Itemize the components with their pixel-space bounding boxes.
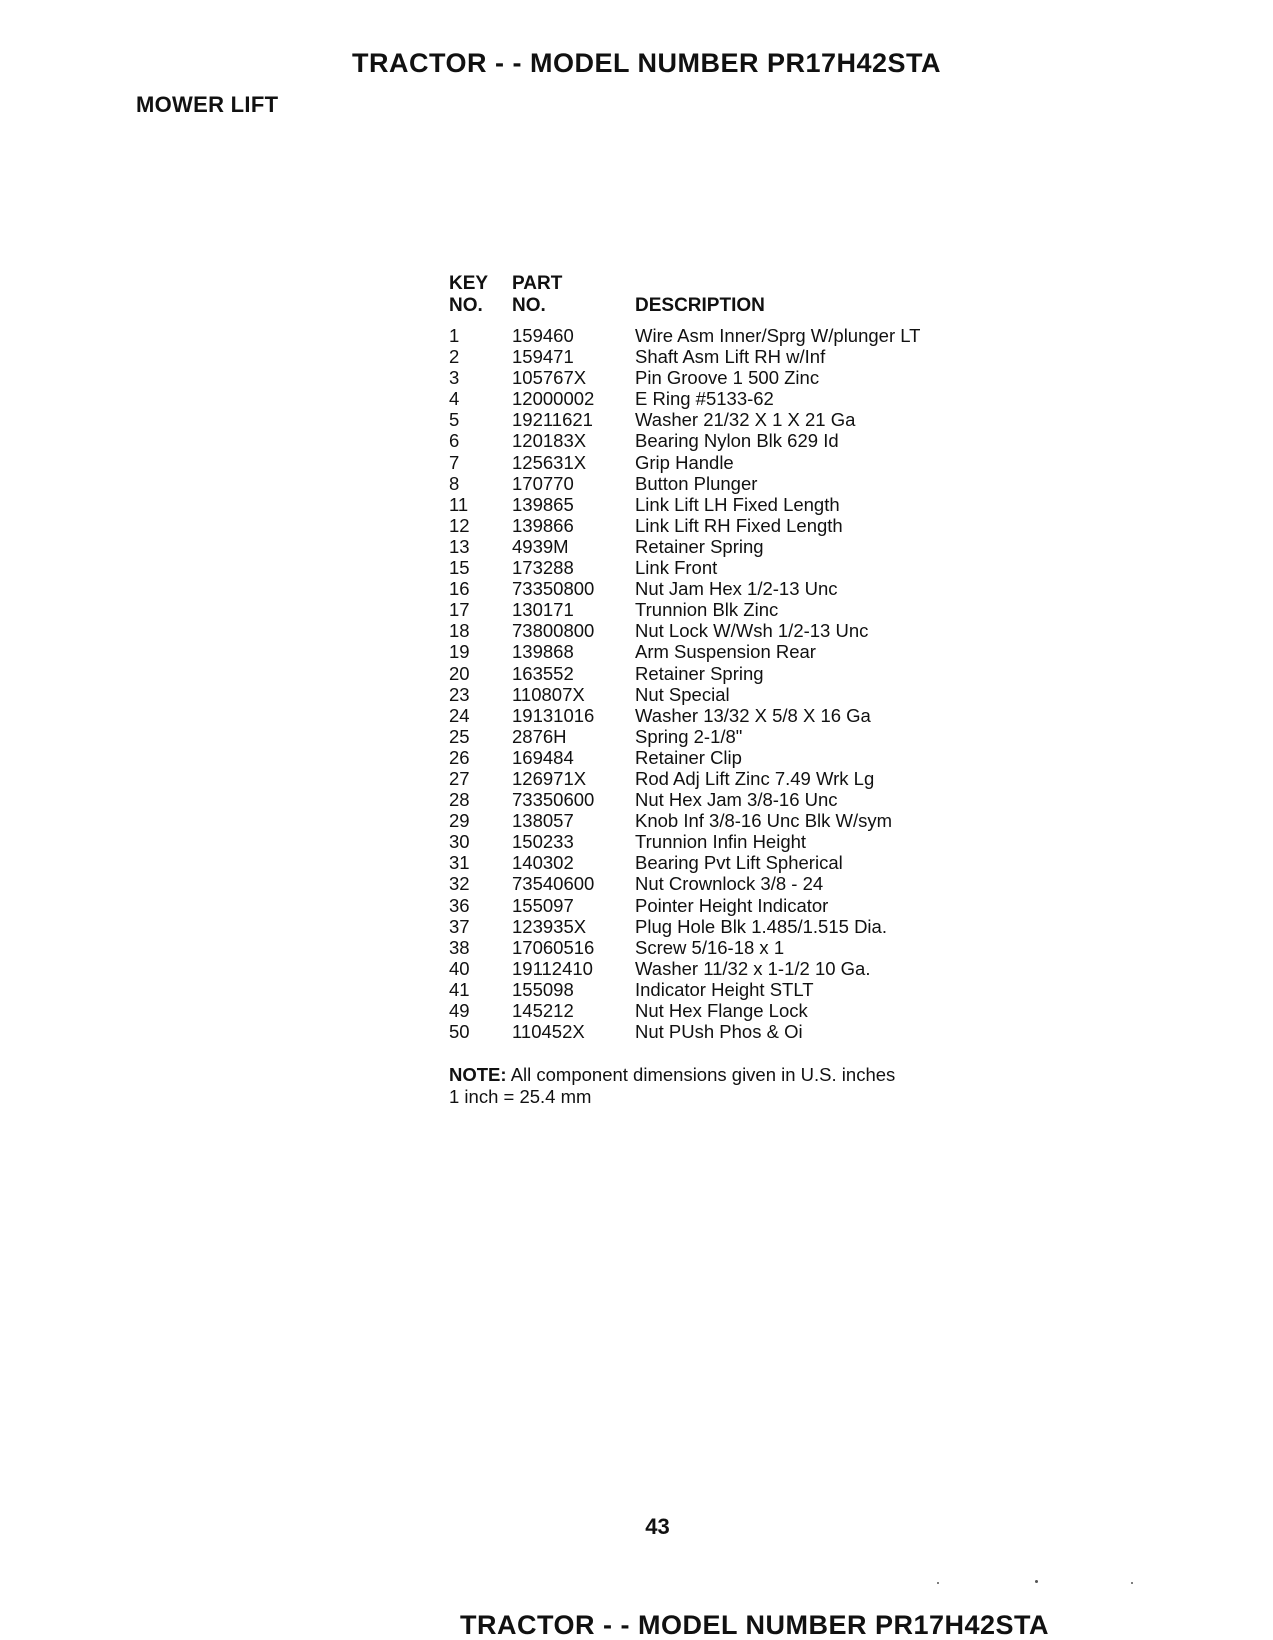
part-description: Pin Groove 1 500 Zinc	[635, 367, 820, 389]
key-number: 23	[449, 683, 470, 705]
part-description: Nut Hex Jam 3/8-16 Unc	[635, 789, 838, 811]
part-description: Spring 2-1/8"	[635, 725, 743, 747]
part-description: Shaft Asm Lift RH w/Inf	[635, 346, 826, 368]
part-number: 155098	[512, 978, 574, 1000]
scan-speck	[937, 1582, 939, 1584]
part-number: 73540600	[512, 873, 595, 895]
part-number: 73350800	[512, 578, 595, 600]
page-title: TRACTOR - - MODEL NUMBER PR17H42STA	[351, 48, 942, 78]
key-number: 17	[449, 599, 470, 621]
part-number: 73800800	[512, 620, 595, 642]
part-description: Washer 11/32 x 1-1/2 10 Ga.	[635, 957, 871, 979]
part-description: E Ring #5133-62	[635, 388, 774, 410]
part-number: 170770	[512, 472, 574, 494]
part-description: Wire Asm Inner/Sprg W/plunger LT	[635, 325, 921, 346]
note-label: NOTE:	[449, 1064, 507, 1085]
part-number: 123935X	[512, 915, 587, 937]
key-number: 31	[449, 852, 470, 874]
key-number: 4	[449, 388, 460, 410]
note-line	[449, 1064, 895, 1086]
key-number: 7	[449, 451, 460, 473]
key-number: 15	[449, 557, 470, 579]
key-number: 8	[449, 472, 460, 494]
part-description: Washer 13/32 X 5/8 X 16 Ga	[635, 704, 871, 726]
part-number: 12000002	[512, 388, 595, 410]
part-number: 145212	[512, 1000, 574, 1021]
part-description: Link Lift RH Fixed Length	[635, 514, 843, 536]
part-number: 173288	[512, 557, 574, 579]
key-number: 27	[449, 767, 470, 789]
key-number: 19	[449, 641, 470, 663]
part-description: Bearing Pvt Lift Spherical	[635, 852, 843, 874]
part-description: Nut Special	[635, 683, 730, 705]
key-number: 3	[449, 367, 460, 389]
key-number: 38	[449, 936, 470, 958]
part-number: 155097	[512, 894, 574, 916]
key-col-header-top: KEY	[449, 273, 489, 294]
part-number: 110452X	[512, 1021, 585, 1043]
part-number: 130171	[512, 599, 574, 621]
scan-speck	[1131, 1582, 1133, 1584]
part-number: 125631X	[512, 451, 587, 473]
part-number: 19211621	[512, 409, 593, 431]
key-number: 36	[449, 894, 470, 916]
key-number: 18	[449, 620, 470, 642]
key-number: 41	[449, 978, 470, 1000]
part-description: Washer 21/32 X 1 X 21 Ga	[635, 409, 856, 431]
part-description: Nut Lock W/Wsh 1/2-13 Unc	[635, 620, 869, 642]
key-number: 5	[449, 409, 460, 431]
part-col-header-top: PART	[512, 273, 563, 294]
key-number: 6	[449, 430, 460, 452]
part-description: Bearing Nylon Blk 629 Id	[635, 430, 839, 452]
next-page-title-fragment	[460, 1610, 1080, 1640]
part-number: 138057	[512, 810, 574, 832]
part-description: Trunnion Infin Height	[635, 831, 807, 853]
key-number: 11	[449, 493, 469, 515]
key-number: 13	[449, 535, 470, 557]
part-number: 19131016	[512, 704, 595, 726]
part-description: Retainer Clip	[635, 746, 742, 768]
key-number: 16	[449, 578, 470, 600]
scan-speck	[1035, 1580, 1038, 1583]
key-number: 25	[449, 725, 470, 747]
key-number: 32	[449, 873, 470, 895]
part-description: Rod Adj Lift Zinc 7.49 Wrk Lg	[635, 767, 875, 789]
part-number: 159460	[512, 325, 574, 346]
key-number: 28	[449, 789, 470, 811]
key-number: 26	[449, 746, 470, 768]
part-number: 2876H	[512, 725, 567, 747]
part-col-header-bottom: NO.	[512, 295, 546, 316]
part-number: 17060516	[512, 936, 595, 958]
part-description: Button Plunger	[635, 472, 758, 494]
key-number: 29	[449, 810, 470, 832]
part-description: Arm Suspension Rear	[635, 641, 816, 663]
part-number: 140302	[512, 852, 574, 874]
key-number: 12	[449, 514, 470, 536]
part-number: 169484	[512, 746, 574, 768]
part-description: Link Lift LH Fixed Length	[635, 493, 840, 515]
part-number: 19112410	[512, 957, 593, 979]
key-number: 1	[449, 325, 460, 346]
part-description: Nut Crownlock 3/8 - 24	[635, 873, 824, 895]
part-description: Screw 5/16-18 x 1	[635, 936, 785, 958]
key-number: 2	[449, 346, 460, 368]
part-number: 150233	[512, 831, 574, 853]
key-number: 20	[449, 662, 470, 684]
key-number: 40	[449, 957, 470, 979]
part-description: Trunnion Blk Zinc	[635, 599, 779, 621]
key-number: 50	[449, 1021, 470, 1043]
page-number: 43	[645, 1514, 670, 1539]
part-description: Indicator Height STLT	[635, 978, 814, 1000]
part-number: 139868	[512, 641, 574, 663]
key-number: 49	[449, 1000, 470, 1021]
part-number: 120183X	[512, 430, 587, 452]
part-number: 4939M	[512, 535, 569, 557]
part-description: Nut Jam Hex 1/2-13 Unc	[635, 578, 838, 600]
part-number: 126971X	[512, 767, 587, 789]
key-col-header-bottom: NO.	[449, 295, 483, 316]
note-conversion: 1 inch = 25.4 mm	[449, 1086, 592, 1107]
note-text: All component dimensions given in U.S. inches	[510, 1064, 896, 1085]
part-number: 159471	[512, 346, 574, 368]
part-description: Retainer Spring	[635, 535, 764, 557]
part-number: 139866	[512, 514, 574, 536]
part-description: Nut Hex Flange Lock	[635, 1000, 808, 1021]
part-number: 110807X	[512, 683, 585, 705]
next-page-title: TRACTOR - - MODEL NUMBER PR17H42STA	[460, 1610, 1050, 1640]
key-number: 37	[449, 915, 470, 937]
part-number: 73350600	[512, 789, 595, 811]
part-description: Pointer Height Indicator	[635, 894, 829, 916]
part-description: Retainer Spring	[635, 662, 764, 684]
part-description: Knob Inf 3/8-16 Unc Blk W/sym	[635, 810, 893, 832]
part-description: Grip Handle	[635, 451, 734, 473]
note	[449, 1064, 895, 1108]
key-number: 30	[449, 831, 470, 853]
part-description: Nut PUsh Phos & Oi	[635, 1021, 803, 1043]
key-number: 24	[449, 704, 470, 726]
part-description: Link Front	[635, 557, 718, 579]
part-number: 105767X	[512, 367, 587, 389]
part-description: Plug Hole Blk 1.485/1.515 Dia.	[635, 915, 887, 937]
part-number: 163552	[512, 662, 574, 684]
part-number: 139865	[512, 493, 574, 515]
description-col-header: DESCRIPTION	[635, 295, 765, 316]
section-title: MOWER LIFT	[136, 92, 279, 117]
